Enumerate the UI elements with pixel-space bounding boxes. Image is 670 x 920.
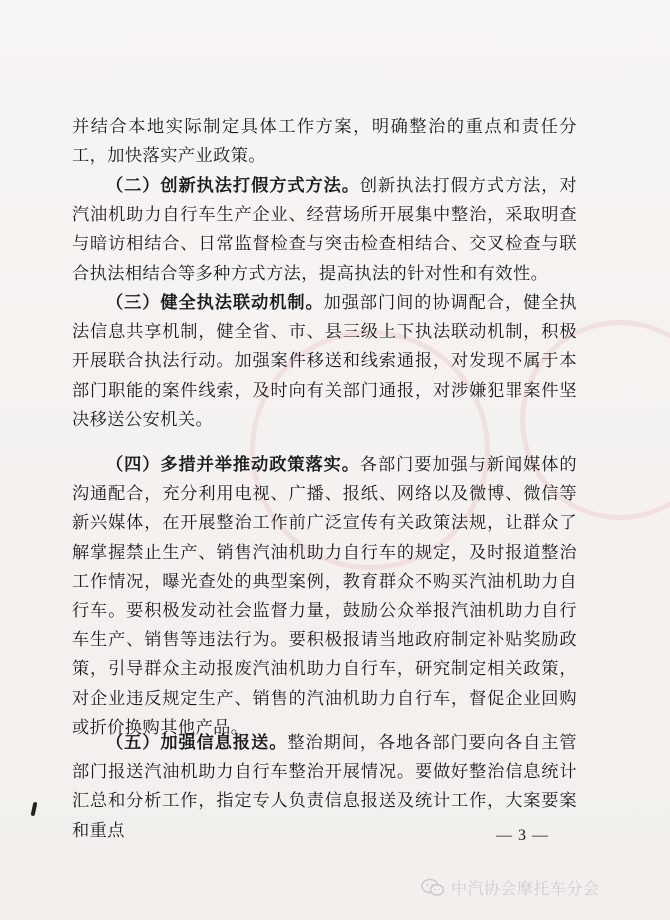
- paragraph-body: 创新执法打假方式方法，对汽油机助力自行车生产企业、经营场所开展集中整治，采取明查与暗访相结合、日常监督检查与突击检查相结合、交叉检查与联合执法相结合等多种方式方法，提高执法的针对性和有效性。: [72, 176, 577, 284]
- section-heading: （四）多措并举推动政策落实。: [106, 455, 360, 475]
- watermark-text: 中汽协会摩托车分会: [451, 879, 600, 898]
- paragraph-continuation: [72, 113, 577, 171]
- paragraph-innovate-enforcement: [72, 172, 577, 289]
- section-heading: （三）健全执法联动机制。: [106, 293, 324, 313]
- section-heading: （二）创新执法打假方式方法。: [106, 176, 360, 196]
- wechat-watermark: [421, 876, 600, 899]
- ink-mark: [31, 802, 38, 817]
- page-number: — 3 —: [496, 827, 549, 844]
- paragraph-body: 加强部门间的协调配合，健全执法信息共享机制，健全省、市、县三级上下执法联动机制，积极开展联合执法行动。加强案件移送和线索通报，对发现不属于本部门职能的案件线索，及时向有关部门通报，对涉嫌犯罪案件坚决移送公安机关。: [72, 293, 577, 430]
- paragraph-enforcement-linkage: [72, 289, 577, 435]
- paragraph-body: 各部门要加强与新闻媒体的沟通配合，充分利用电视、广播、报纸、网络以及微博、微信等新兴媒体，在开展整治工作前广泛宣传有关政策法规，让群众了解掌握禁止生产、销售汽油机助力自行车的规定，及时报道整治工作情况，曝光查处的典型案例，教育群众不购买汽油机助力自行车。要积极发动社会监督力量，鼓励公众举报汽油机助力自行车生产、销售等违法行为。要积极报请当地政府制定补贴奖励政策，引导群众主动报废汽油机助力自行车，研究制定相关政策，对企业违反规定生产、销售的汽油机助力自行车，督促企业回购或折价换购其他产品。: [72, 455, 577, 738]
- wechat-icon: [421, 878, 445, 898]
- paragraph-policy-implementation: [72, 451, 577, 743]
- section-heading: （五）加强信息报送。: [106, 733, 288, 753]
- paragraph-body: 并结合本地实际制定具体工作方案，明确整治的重点和责任分工，加快落实产业政策。: [72, 117, 577, 167]
- paragraph-body: 整治期间，各地各部门要向各自主管部门报送汽油机助力自行车整治开展情况。要做好整治信息统计汇总和分析工作，指定专人负责信息报送及统计工作，大案要案和重点: [72, 733, 577, 841]
